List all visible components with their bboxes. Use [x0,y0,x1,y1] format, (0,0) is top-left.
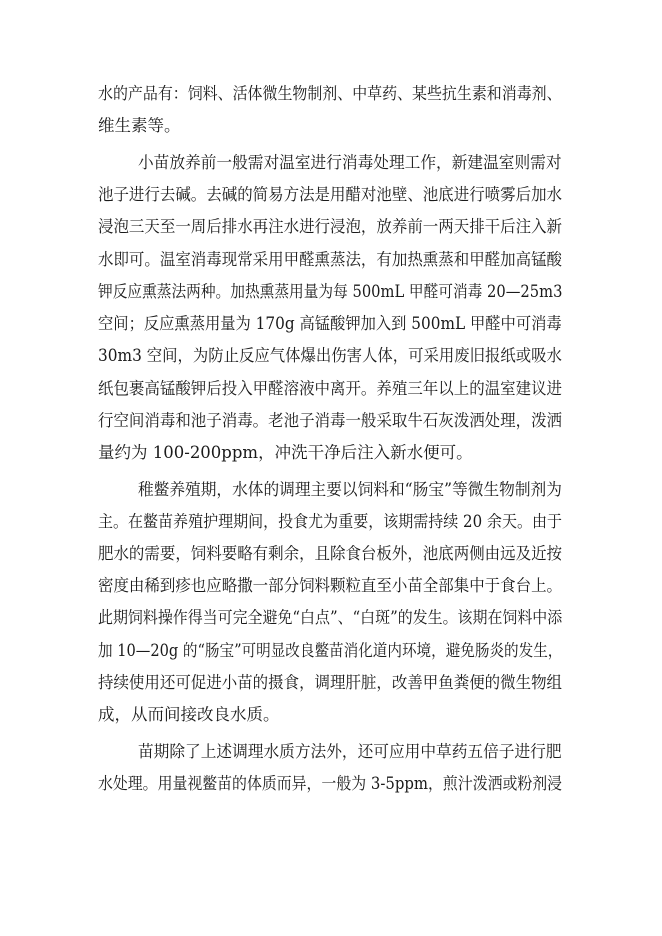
text-line-9: 30m3 空间，为防止反应气体爆出伤害人体，可采用废旧报纸或吸水 [98,346,562,365]
text-line-13: 稚鳖养殖期，水体的调理主要以饲料和“肠宝”等微生物制剂为 [138,480,562,499]
text-line-8: 空间；反应熏蒸用量为 170g 高锰酸钾加入到 500mL 甲醛中可消毒 [98,314,562,333]
text-line-3: 小苗放养前一般需对温室进行消毒处理工作，新建温室则需对 [138,153,562,172]
text-line-19: 持续使用还可促进小苗的摄食，调理肝脏，改善甲鱼粪便的微生物组 [98,673,562,692]
text-line-11: 行空间消毒和池子消毒。老池子消毒一般采取牛石灰泼洒处理，泼洒 [98,411,562,430]
text-line-18: 加 10—20g 的“肠宝”可明显改良鳖苗消化道内环境，避免肠炎的发生， [98,641,563,660]
text-line-15: 肥水的需要，饲料要略有剩余，且除食台板外，池底两侧由远及近按 [98,544,562,563]
text-line-7: 钾反应熏蒸法两种。加热熏蒸用量为每 500mL 甲醛可消毒 20—25m3 [98,282,563,301]
text-line-4: 池子进行去碱。去碱的简易方法是用醋对池壁、池底进行喷雾后加水 [98,185,562,204]
text-line-5: 浸泡三天至一周后排水再注水进行浸泡，放养前一两天排干后注入新 [98,217,562,236]
text-line-16: 密度由稀到疹也应略撒一部分饲料颗粒直至小苗全部集中于食台上。 [98,576,562,595]
text-line-22: 水处理。用量视鳖苗的体质而异，一般为 3-5ppm，煎汁泼洒或粉剂浸 [98,774,563,793]
text-line-21: 苗期除了上述调理水质方法外，还可应用中草药五倍子进行肥 [138,742,562,761]
text-line-12: 量约为 100-200ppm，冲洗干净后注入新水便可。 [98,443,473,462]
text-line-14: 主。在鳖苗养殖护理期间，投食尤为重要，该期需持续 20 余天。由于 [98,512,562,531]
text-line-10: 纸包裹高锰酸钾后投入甲醛溶液中离开。养殖三年以上的温室建议进 [98,379,562,398]
text-line-2: 维生素等。 [98,116,181,135]
text-line-1: 水的产品有：饲料、活体微生物制剂、中草药、某些抗生素和消毒剂、 [98,84,562,103]
text-line-6: 水即可。温室消毒现常采用甲醛熏蒸法，有加热熏蒸和甲醛加高锰酸 [98,250,562,269]
text-line-17: 此期饲料操作得当可完全避免“白点”、“白斑”的发生。该期在饲料中添 [98,608,563,627]
text-line-20: 成，从而间接改良水质。 [98,705,280,724]
